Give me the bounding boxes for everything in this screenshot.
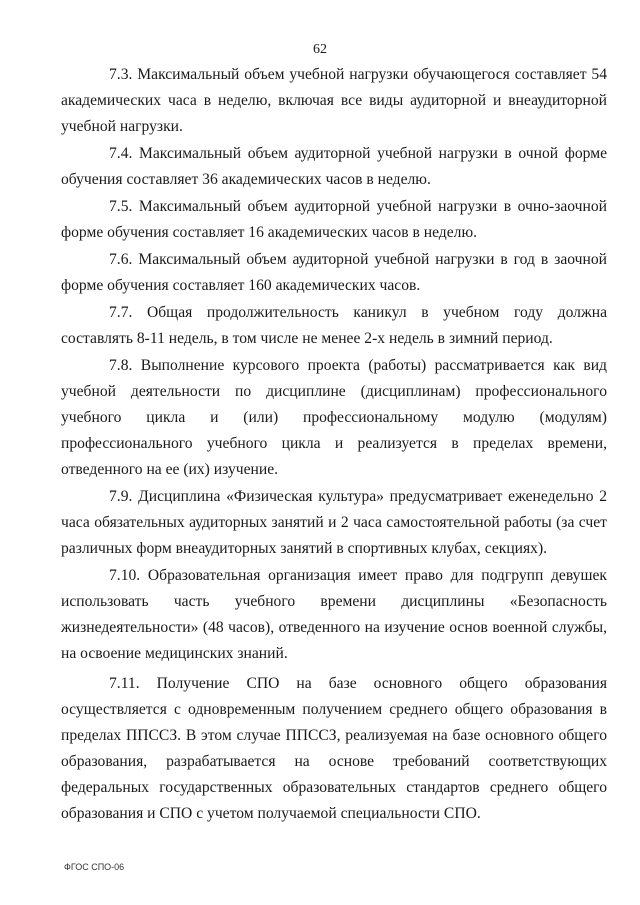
paragraph-7-9: 7.9. Дисциплина «Физическая культура» предусматривает еженедельно 2 часа обязательных аудиторных занятий и 2 часа самостоятельной работы (за счет различных форм внеаудиторных занятий в спортивных клубах, секциях). (61, 488, 607, 557)
paragraph-7-7: 7.7. Общая продолжительность каникул в учебном году должна составлять 8-11 недель, в том числе не менее 2-х недель в зимний период. (61, 304, 607, 347)
paragraph-7-5: 7.5. Максимальный объем аудиторной учебной нагрузки в очно-заочной форме обучения составляет 16 академических часов в неделю. (61, 198, 607, 241)
page-number: 62 (313, 42, 327, 57)
footer-document-code: ФГОС СПО-06 (64, 862, 125, 872)
paragraph-7-8: 7.8. Выполнение курсового проекта (работы) рассматривается как вид учебной деятельности по дисциплине (дисциплинам) профессионального учебного цикла и (или) профессиональному модулю (модулям) профессионального учебного цикла и реализуется в пределах времени, отведенного на ее (их) изучение. (61, 357, 607, 478)
paragraph-7-3: 7.3. Максимальный объем учебной нагрузки обучающегося составляет 54 академических часа в неделю, включая все виды аудиторной и внеаудиторной учебной нагрузки. (61, 66, 607, 135)
document-body (61, 62, 607, 827)
paragraph-7-11: 7.11. Получение СПО на базе основного общего образования осуществляется с одновременным получением среднего общего образования в пределах ППССЗ. В этом случае ППССЗ, реализуемая на базе основного общего образования, разрабатывается на основе требований соответствующих федеральных государственных образовательных стандартов среднего общего образования и СПО с учетом получаемой специальности СПО. (61, 675, 607, 822)
paragraph-7-10: 7.10. Образовательная организация имеет право для подгрупп девушек использовать часть учебного времени дисциплины «Безопасность жизнедеятельности» (48 часов), отведенного на изучение основ военной службы, на освоение медицинских знаний. (61, 567, 607, 662)
paragraph-7-6: 7.6. Максимальный объем аудиторной учебной нагрузки в год в заочной форме обучения составляет 160 академических часов. (61, 251, 607, 294)
paragraph-7-4: 7.4. Максимальный объем аудиторной учебной нагрузки в очной форме обучения составляет 36 академических часов в неделю. (61, 145, 607, 188)
